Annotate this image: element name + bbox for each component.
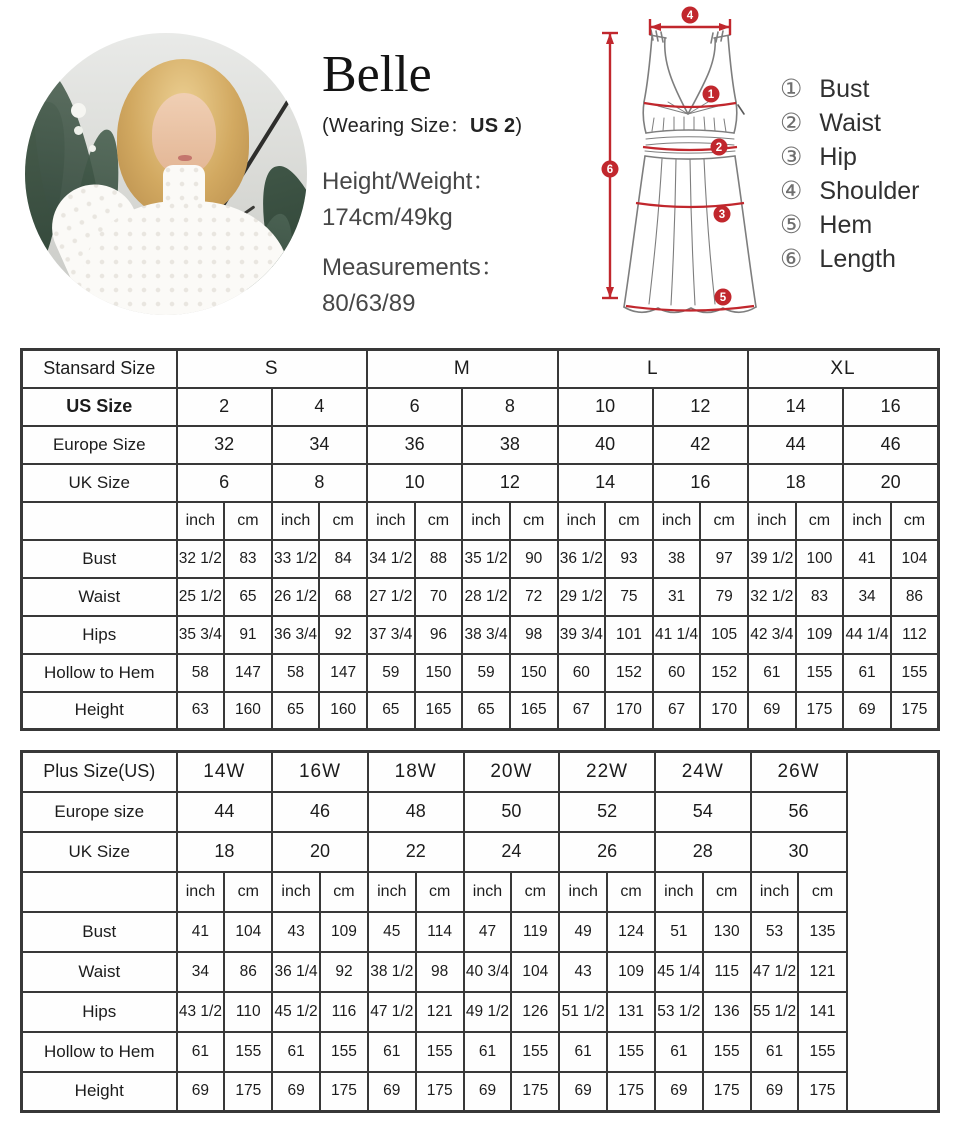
- unit-cell: cm: [605, 502, 653, 540]
- row-label: Height: [22, 692, 177, 730]
- measure-cell: 61: [655, 1032, 703, 1072]
- measure-cell: 34 1/2: [367, 540, 415, 578]
- unit-cell: cm: [891, 502, 939, 540]
- row-label: Hollow to Hem: [22, 1032, 177, 1072]
- measure-cell: 40 3/4: [464, 952, 512, 992]
- height-weight-spec: [322, 164, 572, 236]
- measure-cell: 45 1/4: [655, 952, 703, 992]
- size-value-cell: 28: [655, 832, 751, 872]
- measure-cell: 112: [891, 616, 939, 654]
- measure-cell: 96: [415, 616, 463, 654]
- measure-cell: 155: [416, 1032, 464, 1072]
- measure-cell: 155: [703, 1032, 751, 1072]
- measure-cell: 58: [177, 654, 225, 692]
- measure-cell: 67: [558, 692, 606, 730]
- legend-item-bust: ① Bust: [780, 74, 870, 103]
- measure-cell: 49 1/2: [464, 992, 512, 1032]
- measure-cell: 51: [655, 912, 703, 952]
- table-corner-label: Plus Size(US): [22, 752, 177, 792]
- measure-cell: 115: [703, 952, 751, 992]
- size-value-cell: 48: [368, 792, 464, 832]
- measure-cell: 25 1/2: [177, 578, 225, 616]
- size-value-cell: 42: [653, 426, 748, 464]
- size-value-cell: 8: [462, 388, 557, 426]
- measure-cell: 105: [700, 616, 748, 654]
- measure-cell: 53: [751, 912, 799, 952]
- marker-waist: [711, 139, 728, 156]
- size-value-cell: 52: [559, 792, 655, 832]
- unit-cell: cm: [416, 872, 464, 912]
- circled-number-icon: ⑥: [780, 244, 803, 273]
- measure-cell: 155: [796, 654, 844, 692]
- size-group-header: 20W: [464, 752, 560, 792]
- measure-cell: 130: [703, 912, 751, 952]
- measure-cell: 32 1/2: [177, 540, 225, 578]
- unit-cell: inch: [367, 502, 415, 540]
- size-value-cell: 6: [367, 388, 462, 426]
- unit-cell: cm: [224, 872, 272, 912]
- size-value-cell: 6: [177, 464, 272, 502]
- unit-cell: cm: [320, 872, 368, 912]
- size-value-cell: 8: [272, 464, 367, 502]
- size-group-header: 26W: [751, 752, 847, 792]
- measure-cell: 75: [605, 578, 653, 616]
- measure-cell: 101: [605, 616, 653, 654]
- size-value-cell: 30: [751, 832, 847, 872]
- svg-text:3: 3: [718, 209, 726, 221]
- unit-cell: cm: [703, 872, 751, 912]
- row-label: Hips: [22, 992, 177, 1032]
- unit-cell: inch: [558, 502, 606, 540]
- height-weight-value: 174cm/49kg: [322, 203, 453, 231]
- measure-cell: 175: [891, 692, 939, 730]
- measure-cell: 33 1/2: [272, 540, 320, 578]
- svg-text:2: 2: [715, 142, 723, 154]
- size-group-header: L: [558, 350, 749, 388]
- marker-shoulder: [682, 7, 699, 24]
- measure-cell: 47: [464, 912, 512, 952]
- marker-hem: [715, 289, 732, 306]
- measure-cell: 116: [320, 992, 368, 1032]
- measure-cell: 61: [272, 1032, 320, 1072]
- unit-cell: cm: [319, 502, 367, 540]
- measure-cell: 41 1/4: [653, 616, 701, 654]
- measure-cell: 69: [464, 1072, 512, 1112]
- measure-cell: 88: [415, 540, 463, 578]
- circled-number-icon: ⑤: [780, 210, 803, 239]
- measure-cell: 59: [367, 654, 415, 692]
- measure-cell: 43 1/2: [177, 992, 225, 1032]
- size-value-cell: 20: [272, 832, 368, 872]
- measure-cell: 47 1/2: [368, 992, 416, 1032]
- row-label: UK Size: [22, 832, 177, 872]
- measure-cell: 155: [891, 654, 939, 692]
- measure-cell: 126: [511, 992, 559, 1032]
- size-value-cell: 16: [653, 464, 748, 502]
- measure-cell: 150: [415, 654, 463, 692]
- svg-text:5: 5: [719, 292, 727, 304]
- legend-item-waist: ② Waist: [780, 108, 881, 137]
- measure-cell: 147: [224, 654, 272, 692]
- size-value-cell: 54: [655, 792, 751, 832]
- measure-cell: 131: [607, 992, 655, 1032]
- row-label: Europe size: [22, 792, 177, 832]
- measure-cell: 61: [368, 1032, 416, 1072]
- measure-cell: 92: [320, 952, 368, 992]
- size-group-header: S: [177, 350, 368, 388]
- measure-cell: 84: [319, 540, 367, 578]
- svg-text:6: 6: [606, 164, 614, 176]
- measure-cell: 69: [751, 1072, 799, 1112]
- unit-cell: cm: [415, 502, 463, 540]
- measure-cell: 65: [462, 692, 510, 730]
- measure-cell: 47 1/2: [751, 952, 799, 992]
- wearing-size: [322, 109, 572, 138]
- size-value-cell: 38: [462, 426, 557, 464]
- row-label: Hollow to Hem: [22, 654, 177, 692]
- legend-item-shoulder: ④ Shoulder: [780, 176, 920, 205]
- legend-item-hem: ⑤ Hem: [780, 210, 873, 239]
- measure-cell: 34: [843, 578, 891, 616]
- size-value-cell: 36: [367, 426, 462, 464]
- measure-cell: 35 1/2: [462, 540, 510, 578]
- unit-cell: inch: [748, 502, 796, 540]
- measure-cell: 90: [510, 540, 558, 578]
- measure-cell: 69: [368, 1072, 416, 1112]
- svg-text:1: 1: [707, 89, 715, 101]
- measure-cell: 160: [224, 692, 272, 730]
- measure-cell: 69: [559, 1072, 607, 1112]
- measure-cell: 124: [607, 912, 655, 952]
- row-label: US Size: [22, 388, 177, 426]
- plus-size-table: [20, 750, 940, 1113]
- measure-cell: 34: [177, 952, 225, 992]
- measure-cell: 72: [510, 578, 558, 616]
- unit-cell: inch: [655, 872, 703, 912]
- measure-cell: 60: [558, 654, 606, 692]
- measure-cell: 86: [891, 578, 939, 616]
- unit-cell: cm: [796, 502, 844, 540]
- measure-cell: 26 1/2: [272, 578, 320, 616]
- measure-cell: 155: [607, 1032, 655, 1072]
- measure-cell: 36 1/4: [272, 952, 320, 992]
- measure-cell: 31: [653, 578, 701, 616]
- size-value-cell: 26: [559, 832, 655, 872]
- plus-size-table-section: [20, 750, 940, 1113]
- measure-cell: 121: [416, 992, 464, 1032]
- size-value-cell: 50: [464, 792, 560, 832]
- measure-cell: 63: [177, 692, 225, 730]
- measure-cell: 104: [224, 912, 272, 952]
- measure-cell: 61: [748, 654, 796, 692]
- circled-number-icon: ③: [780, 142, 803, 171]
- size-value-cell: 2: [177, 388, 272, 426]
- measure-cell: 61: [843, 654, 891, 692]
- measure-cell: 38: [653, 540, 701, 578]
- row-label: Hips: [22, 616, 177, 654]
- measure-cell: 35 3/4: [177, 616, 225, 654]
- measure-cell: 70: [415, 578, 463, 616]
- unit-cell: inch: [177, 502, 225, 540]
- size-group-header: 14W: [177, 752, 273, 792]
- measure-cell: 175: [703, 1072, 751, 1112]
- measure-cell: 155: [224, 1032, 272, 1072]
- measure-cell: 61: [751, 1032, 799, 1072]
- model-lips: [178, 155, 192, 161]
- unit-cell: inch: [843, 502, 891, 540]
- product-name: Belle: [322, 46, 432, 103]
- measure-cell: 36 3/4: [272, 616, 320, 654]
- measure-cell: 152: [605, 654, 653, 692]
- measure-cell: 175: [798, 1072, 846, 1112]
- marker-bust: [703, 86, 720, 103]
- measure-cell: 91: [224, 616, 272, 654]
- measure-cell: 175: [320, 1072, 368, 1112]
- model-photo: [25, 33, 307, 315]
- unit-cell: inch: [462, 502, 510, 540]
- marker-length: [602, 161, 619, 178]
- measure-cell: 61: [464, 1032, 512, 1072]
- measure-cell: 79: [700, 578, 748, 616]
- size-value-cell: 12: [462, 464, 557, 502]
- measure-cell: 109: [796, 616, 844, 654]
- unit-cell: inch: [559, 872, 607, 912]
- measure-cell: 45 1/2: [272, 992, 320, 1032]
- measure-cell: 92: [319, 616, 367, 654]
- dress-diagram: [592, 6, 774, 328]
- unit-cell: inch: [177, 872, 225, 912]
- measurements-label: Measurements：: [322, 253, 505, 281]
- measurements-spec: [322, 250, 572, 322]
- size-value-cell: 24: [464, 832, 560, 872]
- measure-cell: 104: [511, 952, 559, 992]
- size-group-header: 18W: [368, 752, 464, 792]
- size-value-cell: 44: [177, 792, 273, 832]
- legend-item-length: ⑥ Length: [780, 244, 896, 273]
- measure-cell: 69: [177, 1072, 225, 1112]
- circled-number-icon: ④: [780, 176, 803, 205]
- row-label: Waist: [22, 952, 177, 992]
- size-value-cell: 20: [843, 464, 938, 502]
- measure-cell: 136: [703, 992, 751, 1032]
- unit-cell: inch: [272, 502, 320, 540]
- measure-cell: 61: [559, 1032, 607, 1072]
- wearing-size-suffix: ): [515, 114, 523, 137]
- measure-cell: 135: [798, 912, 846, 952]
- unit-cell: inch: [464, 872, 512, 912]
- measure-cell: 59: [462, 654, 510, 692]
- unit-cell: cm: [798, 872, 846, 912]
- measure-cell: 44 1/4: [843, 616, 891, 654]
- measure-cell: 155: [511, 1032, 559, 1072]
- measure-cell: 27 1/2: [367, 578, 415, 616]
- measure-cell: 83: [224, 540, 272, 578]
- row-label: Bust: [22, 912, 177, 952]
- size-group-header: M: [367, 350, 558, 388]
- measure-cell: 175: [416, 1072, 464, 1112]
- measure-cell: 165: [415, 692, 463, 730]
- size-value-cell: 40: [558, 426, 653, 464]
- size-value-cell: 16: [843, 388, 938, 426]
- size-value-cell: 14: [558, 464, 653, 502]
- size-value-cell: 46: [272, 792, 368, 832]
- measure-cell: 49: [559, 912, 607, 952]
- table-corner-label: Stansard Size: [22, 350, 177, 388]
- measure-cell: 97: [700, 540, 748, 578]
- size-value-cell: 18: [748, 464, 843, 502]
- unit-cell: inch: [653, 502, 701, 540]
- row-label: Europe Size: [22, 426, 177, 464]
- row-label: UK Size: [22, 464, 177, 502]
- measure-cell: 104: [891, 540, 939, 578]
- measure-cell: 69: [843, 692, 891, 730]
- measure-cell: 36 1/2: [558, 540, 606, 578]
- size-value-cell: 10: [558, 388, 653, 426]
- measure-cell: 175: [511, 1072, 559, 1112]
- measure-cell: 41: [843, 540, 891, 578]
- measure-cell: 109: [320, 912, 368, 952]
- size-group-header: XL: [748, 350, 939, 388]
- measure-cell: 160: [319, 692, 367, 730]
- size-value-cell: 32: [177, 426, 272, 464]
- unit-cell: cm: [510, 502, 558, 540]
- wearing-size-value: US 2: [470, 114, 516, 137]
- size-value-cell: 12: [653, 388, 748, 426]
- unit-cell: inch: [751, 872, 799, 912]
- measure-cell: 39 3/4: [558, 616, 606, 654]
- row-label: Waist: [22, 578, 177, 616]
- model-face: [152, 93, 216, 175]
- size-group-header: 16W: [272, 752, 368, 792]
- empty-column: [847, 752, 939, 1112]
- size-group-header: 22W: [559, 752, 655, 792]
- measure-cell: 109: [607, 952, 655, 992]
- unit-cell: cm: [700, 502, 748, 540]
- row-label: Height: [22, 1072, 177, 1112]
- size-value-cell: 34: [272, 426, 367, 464]
- measure-cell: 28 1/2: [462, 578, 510, 616]
- measure-cell: 45: [368, 912, 416, 952]
- measure-cell: 98: [510, 616, 558, 654]
- measure-cell: 65: [224, 578, 272, 616]
- measurement-legend: [780, 76, 950, 280]
- measure-cell: 119: [511, 912, 559, 952]
- measure-cell: 55 1/2: [751, 992, 799, 1032]
- measure-cell: 114: [416, 912, 464, 952]
- measure-cell: 69: [748, 692, 796, 730]
- size-value-cell: 4: [272, 388, 367, 426]
- measure-cell: 41: [177, 912, 225, 952]
- size-group-header: 24W: [655, 752, 751, 792]
- measure-cell: 100: [796, 540, 844, 578]
- measure-cell: 38 1/2: [368, 952, 416, 992]
- measure-cell: 53 1/2: [655, 992, 703, 1032]
- measure-cell: 29 1/2: [558, 578, 606, 616]
- measure-cell: 175: [224, 1072, 272, 1112]
- unit-cell: cm: [607, 872, 655, 912]
- row-label: [22, 872, 177, 912]
- size-value-cell: 10: [367, 464, 462, 502]
- measure-cell: 175: [607, 1072, 655, 1112]
- hip-line: [636, 203, 744, 207]
- measure-cell: 43: [559, 952, 607, 992]
- measure-cell: 58: [272, 654, 320, 692]
- unit-cell: cm: [224, 502, 272, 540]
- unit-cell: inch: [272, 872, 320, 912]
- measure-cell: 152: [700, 654, 748, 692]
- measure-cell: 170: [700, 692, 748, 730]
- measure-cell: 42 3/4: [748, 616, 796, 654]
- measure-cell: 67: [653, 692, 701, 730]
- measure-cell: 147: [319, 654, 367, 692]
- measure-cell: 86: [224, 952, 272, 992]
- measure-cell: 32 1/2: [748, 578, 796, 616]
- size-value-cell: 44: [748, 426, 843, 464]
- measure-cell: 60: [653, 654, 701, 692]
- measure-cell: 121: [798, 952, 846, 992]
- wearing-size-prefix: (Wearing Size：: [322, 114, 471, 137]
- circled-number-icon: ②: [780, 108, 803, 137]
- measurements-value: 80/63/89: [322, 289, 416, 317]
- measure-cell: 43: [272, 912, 320, 952]
- measure-cell: 37 3/4: [367, 616, 415, 654]
- height-weight-label: Height/Weight：: [322, 167, 497, 195]
- standard-size-table: [20, 348, 940, 731]
- row-label: Bust: [22, 540, 177, 578]
- measure-cell: 93: [605, 540, 653, 578]
- unit-cell: cm: [511, 872, 559, 912]
- size-value-cell: 46: [843, 426, 938, 464]
- measure-cell: 175: [796, 692, 844, 730]
- measure-cell: 69: [272, 1072, 320, 1112]
- measure-cell: 110: [224, 992, 272, 1032]
- measure-cell: 39 1/2: [748, 540, 796, 578]
- white-flowers: [71, 103, 86, 118]
- size-value-cell: 56: [751, 792, 847, 832]
- measure-cell: 98: [416, 952, 464, 992]
- row-label: [22, 502, 177, 540]
- measure-cell: 51 1/2: [559, 992, 607, 1032]
- dress-outline: [624, 30, 756, 313]
- legend-item-hip: ③ Hip: [780, 142, 857, 171]
- measure-cell: 38 3/4: [462, 616, 510, 654]
- marker-hip: [714, 206, 731, 223]
- measure-cell: 83: [796, 578, 844, 616]
- measure-cell: 69: [655, 1072, 703, 1112]
- product-info: [322, 48, 572, 322]
- standard-size-table-section: [20, 348, 940, 731]
- measure-cell: 150: [510, 654, 558, 692]
- measure-cell: 141: [798, 992, 846, 1032]
- measure-cell: 65: [367, 692, 415, 730]
- size-value-cell: 22: [368, 832, 464, 872]
- size-value-cell: 18: [177, 832, 273, 872]
- measure-cell: 68: [319, 578, 367, 616]
- unit-cell: inch: [368, 872, 416, 912]
- size-value-cell: 14: [748, 388, 843, 426]
- measure-cell: 155: [320, 1032, 368, 1072]
- measure-cell: 61: [177, 1032, 225, 1072]
- circled-number-icon: ①: [780, 74, 803, 103]
- measure-cell: 170: [605, 692, 653, 730]
- svg-text:4: 4: [686, 10, 694, 22]
- measure-cell: 65: [272, 692, 320, 730]
- measure-cell: 155: [798, 1032, 846, 1072]
- measure-cell: 165: [510, 692, 558, 730]
